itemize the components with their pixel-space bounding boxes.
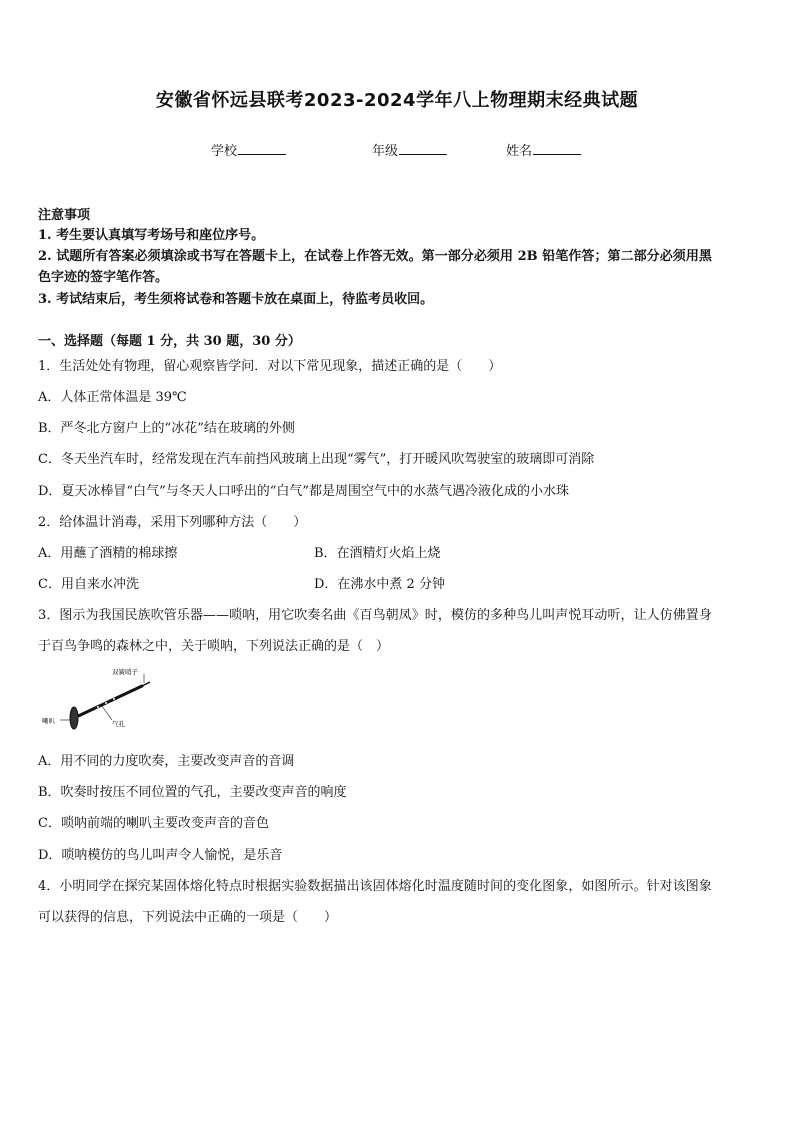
question-stem: 3．图示为我国民族吹管乐器——唢呐，用它吹奏名曲《百鸟朝凤》时，模仿的多种鸟儿叫声悦耳动听，让人仿佛置身 <box>38 608 712 623</box>
option-b: B．吹奏时按压不同位置的气孔，主要改变声音的响度 <box>38 785 347 800</box>
option-d: D．在沸水中煮 2 分钟 <box>314 577 445 592</box>
option-d: D．夏天冰棒冒“白气”与冬天人口呼出的“白气”都是周围空气中的水蒸气遇冷液化成的小水珠 <box>38 484 570 499</box>
school-field[interactable] <box>211 140 286 159</box>
school-label: 学校 <box>211 144 238 159</box>
question-stem-cont: 于百鸟争鸣的森林之中，关于唢呐，下列说法正确的是（ ） <box>38 639 390 654</box>
reed-tip <box>142 682 150 686</box>
suona-diagram <box>40 668 160 732</box>
option-c: C．唢呐前端的喇叭主要改变声音的音色 <box>38 816 269 831</box>
grade-label: 年级 <box>372 144 399 159</box>
name-field[interactable] <box>506 140 581 159</box>
question-stem: 1．生活处处有物理，留心观察皆学问．对以下常见现象，描述正确的是（ ） <box>38 359 502 374</box>
option-b: B．在酒精灯火焰上烧 <box>314 546 441 561</box>
question-stem: 4．小明同学在探究某固体熔化特点时根据实验数据描出该固体熔化时温度随时间的变化图象，如图所示。针对该图象 <box>38 879 712 894</box>
option-c: C．冬天坐汽车时，经常发现在汽车前挡风玻璃上出现“雾气”，打开暖风吹驾驶室的玻璃即可消除 <box>38 452 595 467</box>
suona-tube <box>74 686 142 718</box>
bell-shape <box>70 707 78 729</box>
hole-leader <box>102 706 112 720</box>
question-stem-cont: 可以获得的信息，下列说法中正确的一项是（ ） <box>38 910 338 925</box>
notice-item: 色字迹的签字笔作答。 <box>38 270 169 285</box>
question-stem: 2．给体温计消毒，采用下列哪种方法（ ） <box>38 515 307 530</box>
air-hole <box>105 702 107 704</box>
bell-label: 喇叭 <box>42 717 55 725</box>
suona-figure <box>40 668 160 732</box>
option-b: B．严冬北方窗户上的“冰花”结在玻璃的外侧 <box>38 421 295 436</box>
notice-item: 3. 考试结束后，考生须将试卷和答题卡放在桌面上，待监考员收回。 <box>38 292 434 307</box>
reed-label: 双簧哨子 <box>112 668 138 676</box>
grade-blank[interactable] <box>399 141 447 155</box>
name-label: 姓名 <box>506 144 533 159</box>
option-a: A．用不同的力度吹奏，主要改变声音的音调 <box>38 754 295 769</box>
air-hole <box>113 698 115 700</box>
school-blank[interactable] <box>238 141 286 155</box>
option-c: C．用自来水冲洗 <box>38 577 139 592</box>
option-a: A．人体正常体温是 39℃ <box>38 390 187 405</box>
section-heading: 一、选择题（每题 1 分，共 30 题，30 分） <box>38 334 301 349</box>
exam-title: 安徽省怀远县联考2023-2024学年八上物理期末经典试题 <box>155 90 639 111</box>
air-hole <box>97 706 99 708</box>
option-d: D．唢呐模仿的鸟儿叫声令人愉悦，是乐音 <box>38 848 283 863</box>
name-blank[interactable] <box>533 141 581 155</box>
grade-field[interactable] <box>372 140 447 159</box>
notice-item: 1. 考生要认真填写考场号和座位序号。 <box>38 228 265 243</box>
hole-label: 气孔 <box>112 720 125 728</box>
option-a: A．用蘸了酒精的棉球擦 <box>38 546 178 561</box>
notice-item: 2. 试题所有答案必须填涂或书写在答题卡上，在试卷上作答无效。第一部分必须用 2B 铅笔作答；第二部分必须用黑 <box>38 249 712 264</box>
notice-heading: 注意事项 <box>38 208 91 223</box>
